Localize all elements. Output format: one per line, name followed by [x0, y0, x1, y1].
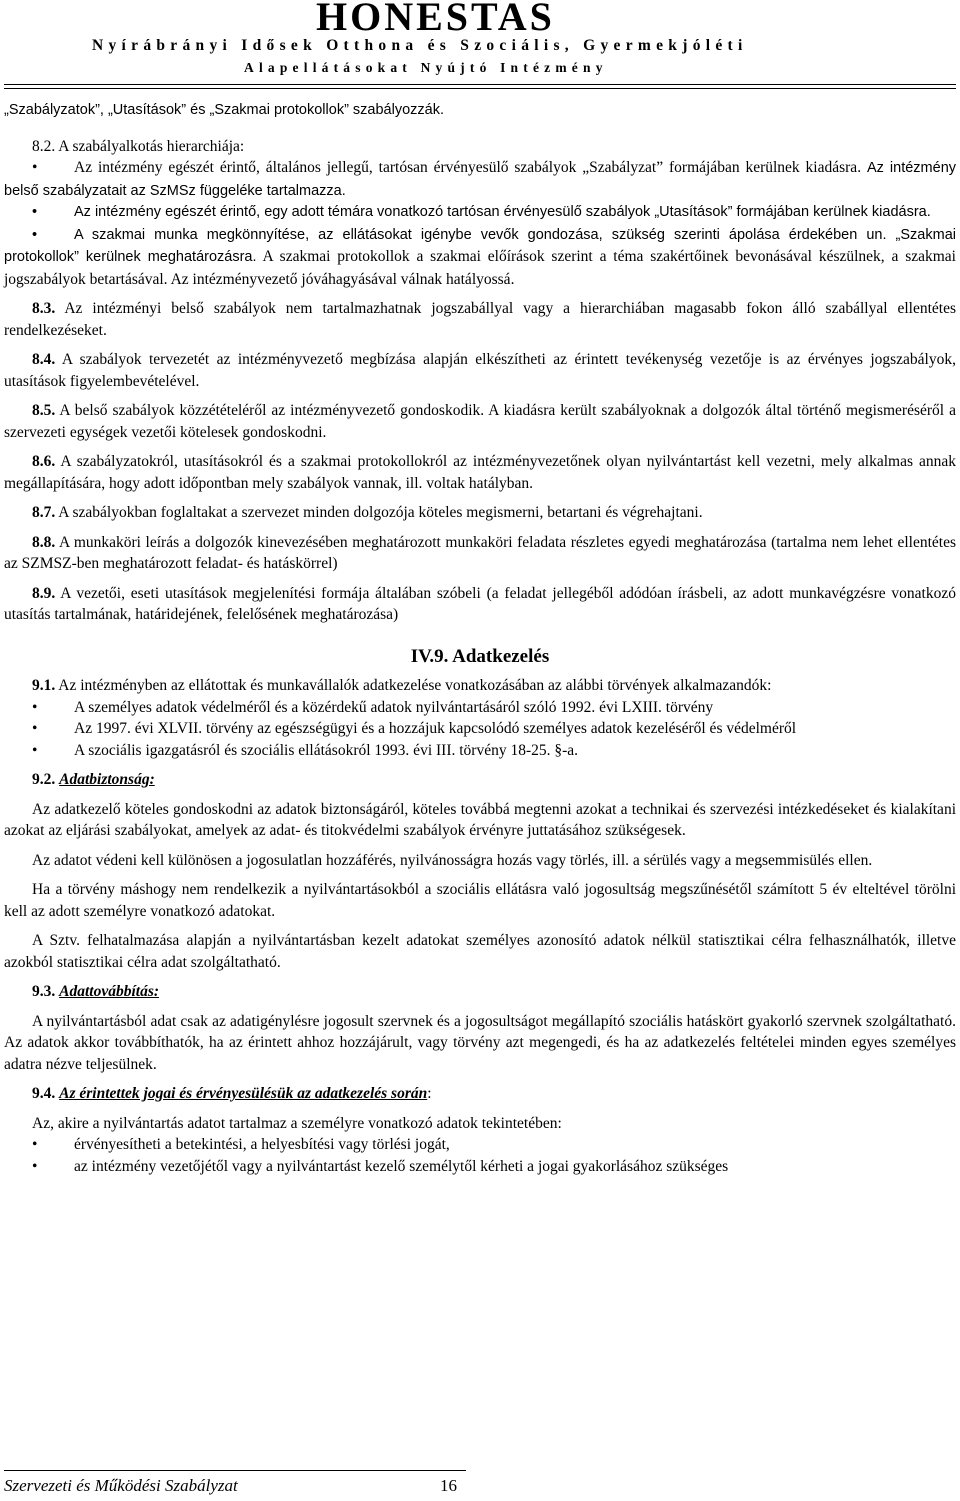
- section-number: 8.5.: [32, 402, 56, 419]
- bullet-icon: •: [32, 741, 38, 759]
- bullet-item: • Az intézmény egészét érintő, általános jellegű, tartósan érvényesülő szabályok „Szabályzat” formájában kerülnek kiadásra. Az intézmény belső szabályzatait az SzMSz függeléke tartalmazza.: [4, 159, 957, 199]
- honestas-logo: [316, 0, 555, 39]
- bullet-icon: •: [32, 226, 38, 243]
- section-8-5: 8.5. A belső szabályok közzétételéről az intézményvezető gondoskodik. A kiadásra került szabályoknak a dolgozók által történő megismeréséről a szervezeti egységek vezetői kötelesek gondoskodni.: [4, 402, 956, 441]
- bullet-icon: •: [32, 720, 38, 737]
- paragraph: Az adatkezelő köteles gondoskodni az adatok biztonságáról, köteles továbbá megtenni azokat a technikai és szervezési intézkedéseket és kialakítani azokat az eljárási szabályokat, amelyek az adat- és titokvédelmi szabályok érvényre juttatásához szükségesek.: [4, 800, 956, 839]
- paragraph: A nyilvántartásból adat csak az adatigénylésre jogosult szervnek és a jogosultságot megállapító szociális hatáskört gyakorló szervnek szolgáltatható. Az adatok akkor továbbíthatók, ha az érintett ahhoz hozzájárult, vagy törvény azt megengedi, és ha az adatkezelés feltételei minden egyes személyes adatra nézve teljesülnek.: [4, 1012, 956, 1073]
- section-8-7: 8.7. A szabályokban foglaltakat a szervezet minden dolgozója köteles megismerni, betartani és végrehajtani.: [32, 504, 703, 521]
- header-institution-line1: Nyírábrányi Idősek Otthona és Szociális, Gyermekjóléti: [92, 37, 748, 54]
- page-header: [0, 0, 960, 92]
- section-8-3: 8.3. Az intézményi belső szabályok nem tartalmazhatnak jogszabállyal vagy a hierarchiában magasabb fokon álló szabállyal ellentétes rendelkezéseket.: [4, 300, 956, 339]
- section-8-2: [4, 136, 956, 158]
- section-8-8: 8.8. A munkaköri leírás a dolgozók kinevezésében meghatározott munkaköri feladata részletes egyedi meghatározása (tartalma nem lehet ellentétes az SZMSZ-ben meghatározott feladat- és hatáskörrel): [4, 533, 956, 572]
- chapter-heading: IV.9. Adatkezelés: [410, 645, 550, 667]
- bullet-icon: •: [32, 698, 38, 716]
- page-footer: [0, 1470, 960, 1501]
- bullet-icon: •: [32, 1157, 38, 1175]
- section-number: 8.7.: [32, 504, 56, 521]
- section-number: 9.4.: [32, 1085, 56, 1102]
- section-number: 8.8.: [32, 533, 56, 551]
- header-rule-thick: [4, 84, 956, 85]
- paragraph: Ha a törvény máshogy nem rendelkezik a nyilvántartásokból a szociális ellátásra való jogosultság megszűnésétől számított 5 év elteltével törölni kell az adott személyre vonatkozó adatokat.: [4, 881, 956, 920]
- paragraph: Az adatot védeni kell különösen a jogosulatlan hozzáférés, nyilvánosságra hozás vagy törlés, ill. a sérülés vagy a megsemmisülés ellen.: [32, 851, 873, 869]
- section-9-4: 9.4. Az érintettek jogai és érvényesülésük az adatkezelés során:: [32, 1085, 432, 1102]
- section-number: 8.9.: [32, 584, 56, 602]
- law-list-item: • A személyes adatok védelméről és a közérdekű adatok nyilvántartásáról szóló 1992. évi LXIII. törvény: [4, 697, 956, 719]
- bullet-icon: •: [32, 1136, 38, 1153]
- document-body: [4, 100, 956, 1177]
- page-number: 16: [440, 1476, 457, 1495]
- section-9-1: 9.1. Az intézményben az ellátottak és munkavállalók adatkezelése vonatkozásában az alábbi törvények alkalmazandók:: [32, 677, 772, 694]
- paragraph: A Sztv. felhatalmazása alapján a nyilvántartásban kezelt adatokat személyes azonosító adatok nélkül statisztikai célra felhasználhatók, illetve azokból statisztikai célra adat szolgáltatható.: [4, 932, 956, 971]
- footer-title: Szervezeti és Működési Szabályzat: [4, 1476, 238, 1495]
- section-number: 8.2.: [32, 137, 56, 155]
- section-9-2: [4, 769, 956, 791]
- section-title: A szabályalkotás hierarchiája:: [58, 137, 245, 155]
- section-number: 8.6.: [32, 453, 56, 470]
- section-8-4: 8.4. A szabályok tervezetét az intézményvezető megbízása alapján elkészítheti az érintett tevékenység vezetője is az érvényes jogszabályok, utasítások figyelembevételével.: [4, 351, 956, 390]
- bullet-icon: •: [32, 159, 38, 176]
- bullet-item: • A szakmai munka megkönnyítése, az ellátásokat igénybe vevők gondozása, szükség szerinti ápolása érdekében un. „Szakmai protokollok” kerülnek meghatározásra. A szakmai protokollok a szakmai előírások szerint a téma szakértőinek bevonásával készülnek, a szakmai jogszabályok betartásával. Az intézményvezető jóváhagyásával válnak hatályossá.: [4, 226, 956, 288]
- section-title: Az érintettek jogai és érvényesülésük az adatkezelés során: [59, 1085, 428, 1102]
- logo-text: HONESTAS: [316, 0, 555, 39]
- header-institution-line2: Alapellátásokat Nyújtó Intézmény: [244, 60, 608, 75]
- section-number: 9.1.: [32, 677, 56, 694]
- section-title: Adatbiztonság:: [59, 771, 155, 788]
- bullet-item: • Az intézmény egészét érintő, egy adott témára vonatkozó tartósan érvényesülő szabályok „Utasítások” formájában kerülnek kiadásra.: [4, 202, 956, 224]
- footer-rule: [4, 1470, 466, 1471]
- section-8-9: 8.9. A vezetői, eseti utasítások megjelenítési formája általában szóbeli (a feladat jellegéből adódóan írásbeli, az adott munkavégzésre vonatkozó utasítás tartalmának, határidejének, felelősének meghatározása): [4, 584, 956, 623]
- rights-list-item: • az intézmény vezetőjétől vagy a nyilvántartást kezelő személytől kérheti a jogai gyakorlásához szükséges: [4, 1156, 956, 1178]
- bullet-icon: •: [32, 204, 38, 220]
- rights-list-item: • érvényesítheti a betekintési, a helyesbítési vagy törlési jogát,: [4, 1134, 956, 1156]
- paragraph: Az, akire a nyilvántartás adatot tartalmaz a személyre vonatkozó adatok tekintetében:: [32, 1114, 562, 1132]
- section-number: 8.3.: [32, 300, 56, 317]
- section-9-3: [4, 981, 956, 1003]
- section-number: 9.3.: [32, 983, 56, 1000]
- section-8-6: 8.6. A szabályzatokról, utasításokról és a szakmai protokollokról az intézményvezetőnek olyan nyilvántartást kell vezetni, mely alkalmas annak megállapítására, hogy adott időpontban mely szabályok vannak, ill. voltak hatályban.: [4, 453, 956, 492]
- header-rule-thin: [4, 88, 956, 89]
- law-list-item: • Az 1997. évi XLVII. törvény az egészségügyi és a hozzájuk kapcsolódó személyes adatok kezeléséről és védelméről: [4, 718, 956, 740]
- section-title: Adattovábbítás:: [59, 983, 160, 1000]
- law-list-item: • A szociális igazgatásról és szociális ellátásokról 1993. évi III. törvény 18-25. §-a.: [4, 740, 956, 762]
- section-number: 8.4.: [32, 351, 56, 368]
- intro-paragraph: „Szabályzatok”, „Utasítások” és „Szakmai protokollok” szabályozzák.: [4, 102, 444, 118]
- section-number: 9.2.: [32, 771, 56, 788]
